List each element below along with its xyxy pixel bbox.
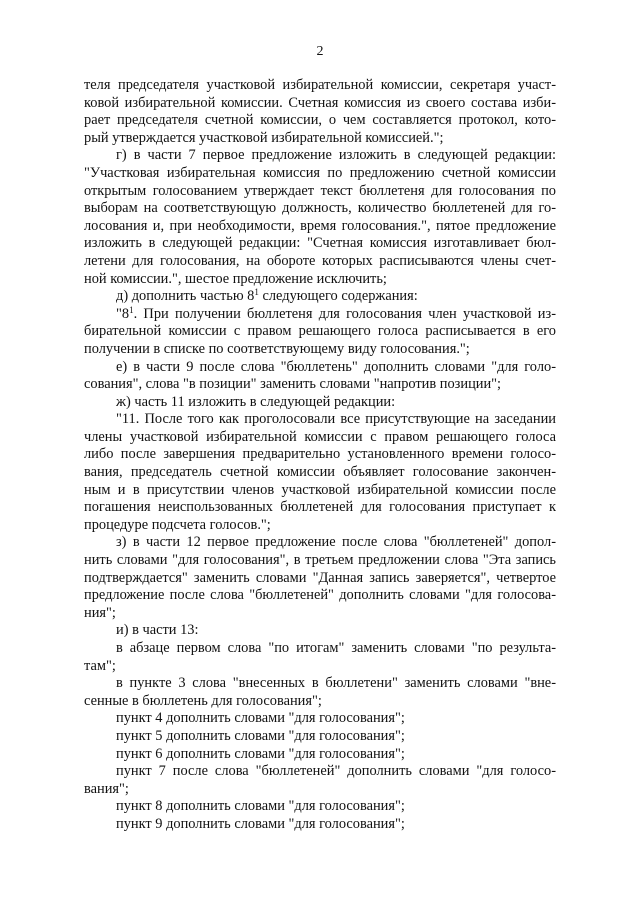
- text-line: сования", слова "в позиции" заменить словами "напротив позиции";: [84, 376, 502, 393]
- text-line: ковой избирательной комиссии. Счетная комиссия из своего состава изби-: [84, 94, 556, 111]
- text-line: рает председателя счетной комиссии, о чем составляется протокол, кото-: [84, 112, 556, 129]
- text-line: либо после завершения предварительно установленного времени голосо-: [84, 446, 556, 463]
- text-line: е) в части 9 после слова "бюллетень" дополнить словами "для голо-: [116, 358, 556, 375]
- text-line: пункт 9 дополнить словами "для голосования";: [116, 815, 405, 832]
- text-line: пункт 5 дополнить словами "для голосования";: [116, 727, 405, 744]
- text-line: вания, председатель счетной комиссии объявляет голосование закончен-: [84, 464, 556, 481]
- text-line: ж) часть 11 изложить в следующей редакции:: [116, 393, 396, 410]
- text-segment: следующего содержания:: [258, 288, 418, 305]
- page-number: 2: [316, 44, 324, 59]
- text-line: бирательной комиссии с правом решающего голоса расписывается в его: [84, 323, 556, 340]
- text-line: летени для голосования, на обороте которых расписываются члены счет-: [84, 252, 556, 269]
- text-segment: . При получении бюллетеня для голосования член участковой из-: [133, 305, 556, 322]
- text-line: ния";: [84, 604, 116, 621]
- text-line: процедуре подсчета голосов.";: [84, 516, 271, 533]
- text-line: пункт 6 дополнить словами "для голосования";: [116, 745, 405, 762]
- text-line: "11. После того как проголосовали все присутствующие на заседании: [116, 411, 556, 428]
- text-line: сенные в бюллетень для голосования";: [84, 692, 322, 709]
- text-line: вания";: [84, 780, 129, 797]
- text-line: подтверждается" заменить словами "Данная запись заверяется", четвертое: [84, 569, 556, 586]
- text-line: пункт 4 дополнить словами "для голосования";: [116, 710, 405, 727]
- text-line: выборам на соответствующую должность, количество бюллетеней для го-: [84, 200, 556, 217]
- text-line: в абзаце первом слова "по итогам" заменить словами "по результа-: [116, 640, 556, 656]
- text-line: погашения неиспользованных бюллетеней для голосования приступает к: [84, 499, 556, 516]
- superscript: 1: [129, 304, 134, 315]
- text-line: получении в списке по соответствующему виду голосования.";: [84, 340, 470, 357]
- text-line: г) в части 7 первое предложение изложить в следующей редакции:: [116, 147, 556, 164]
- text-line: нить словами "для голосования", в третьем предложении слова "Эта запись: [84, 552, 556, 569]
- text-segment: д) дополнить частью 8: [116, 288, 255, 305]
- text-line: пункт 7 после слова "бюллетеней" дополнить словами "для голосо-: [116, 763, 556, 780]
- text-line: предложение после слова "бюллетеней" дополнить словами "для голосова-: [84, 587, 556, 604]
- text-line: "Участковая избирательная комиссия по предложению счетной комиссии: [84, 164, 556, 181]
- text-line: [84, 306, 556, 324]
- text-line: изложить в следующей редакции: "Счетная комиссия изготавливает бюл-: [84, 235, 556, 252]
- text-line: открытым голосованием утверждает текст бюллетеня для голосования по: [84, 182, 556, 199]
- text-line: лосования и, при необходимости, время голосования.", пятое предложение: [84, 217, 556, 234]
- superscript: 1: [254, 287, 259, 298]
- text-line: ным и в присутствии членов участковой избирательной комиссии после: [84, 481, 556, 498]
- text-line: теля председателя участковой избирательной комиссии, секретаря участ-: [84, 77, 556, 93]
- text-line: з) в части 12 первое предложение после слова "бюллетеней" допол-: [116, 534, 556, 551]
- text-line: в пункте 3 слова "внесенных в бюллетени" заменить словами "вне-: [116, 675, 556, 692]
- text-line: там";: [84, 657, 116, 674]
- text-segment: "8: [116, 305, 130, 322]
- text-line: члены участковой избирательной комиссии с правом решающего голоса: [84, 428, 556, 445]
- text-line: ной комиссии.", шестое предложение исключить;: [84, 270, 387, 287]
- document-body: [84, 77, 556, 834]
- text-line: рый утверждается участковой избирательной комиссией.";: [84, 129, 444, 146]
- text-line: [84, 288, 556, 306]
- text-line: пункт 8 дополнить словами "для голосования";: [116, 798, 405, 815]
- text-line: и) в части 13:: [116, 622, 199, 639]
